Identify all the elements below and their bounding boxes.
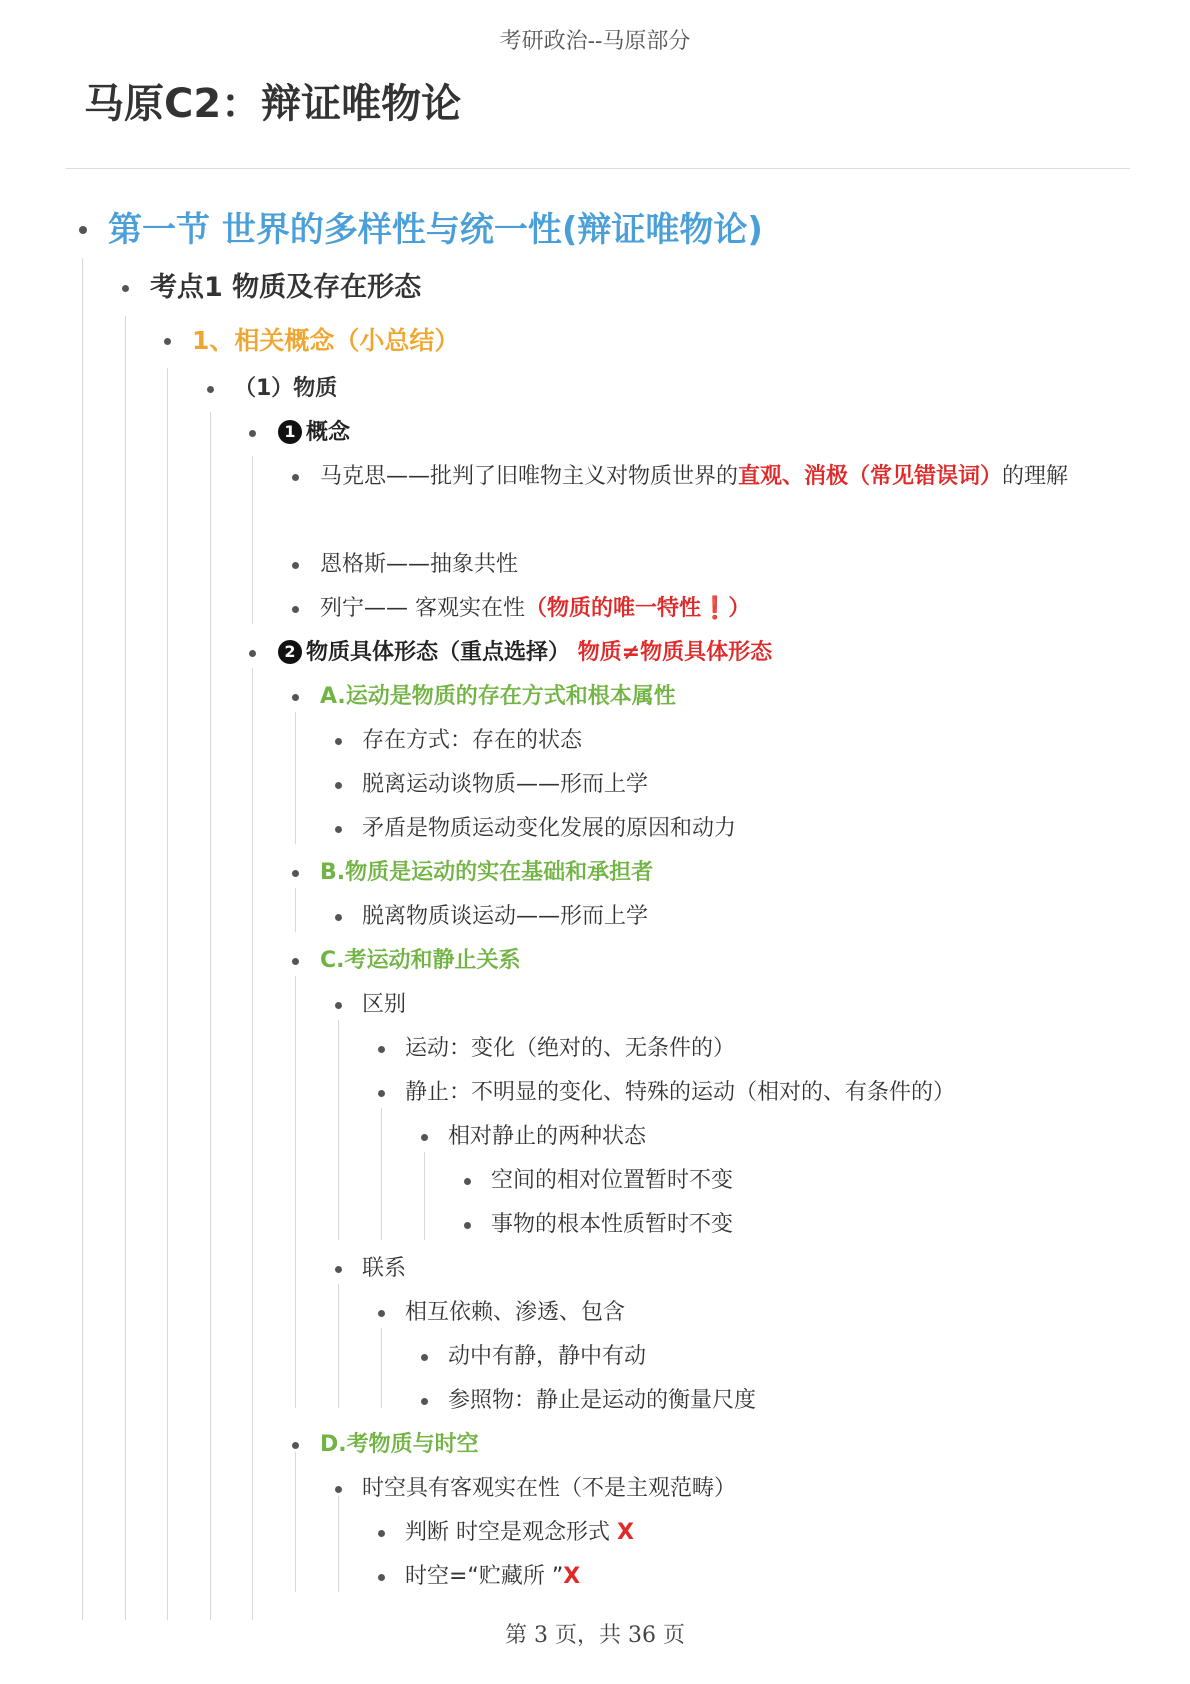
bullet-dot xyxy=(378,1090,385,1097)
marx-red: 直观、消极（常见错误词） xyxy=(738,464,1003,489)
outline-guide-objective xyxy=(338,1496,339,1592)
bullet-dot xyxy=(464,1178,471,1185)
number-badge-1: 1 xyxy=(278,420,302,444)
outline-guide-concept xyxy=(252,456,253,624)
outline-guide-A xyxy=(295,712,296,844)
page-number: 3 xyxy=(533,1623,548,1648)
bullet-dot xyxy=(79,226,87,234)
bullet-dot xyxy=(249,650,256,657)
bullet-dot xyxy=(292,562,299,569)
engels-item: 恩格斯——抽象共性 xyxy=(320,552,519,577)
C-sub: 动中有静，静中有动 xyxy=(448,1344,647,1369)
bullet-dot xyxy=(378,1574,385,1581)
footer-mid: 页，共 xyxy=(554,1623,621,1648)
bullet-dot xyxy=(335,782,342,789)
page-title: 马原C2：辩证唯物论 xyxy=(84,81,462,127)
page-header: 考研政治--马原部分 xyxy=(499,29,691,54)
D-store xyxy=(405,1559,580,1595)
section-heading: 第一节 世界的多样性与统一性(辩证唯物论) xyxy=(108,210,763,250)
concept-label: 概念 xyxy=(306,420,351,445)
footer-suffix: 页 xyxy=(663,1623,686,1648)
marx-text: 马克思——批判了旧唯物主义对物质世界的 xyxy=(320,464,739,489)
bullet-dot xyxy=(292,958,299,965)
bullet-dot xyxy=(207,386,214,393)
C-rest: 静止：不明显的变化、特殊的运动（相对的、有条件的） xyxy=(405,1080,956,1105)
wrong-mark: X xyxy=(617,1520,634,1545)
bullet-dot xyxy=(335,826,342,833)
bullet-dot xyxy=(421,1354,428,1361)
B-heading: B.物质是运动的实在基础和承担者 xyxy=(320,860,654,885)
marx-item xyxy=(320,459,1120,495)
bullet-dot xyxy=(335,738,342,745)
bullet-dot xyxy=(292,694,299,701)
bullet-dot xyxy=(378,1530,385,1537)
outline-guide-level2 xyxy=(167,368,168,1620)
lenin-red: （物质的唯一特性❗） xyxy=(525,596,751,621)
A-item: 矛盾是物质运动变化发展的原因和动力 xyxy=(362,816,737,841)
outline-guide-level1 xyxy=(125,316,126,1620)
outline-guide-relrest xyxy=(424,1152,425,1240)
D-heading: D.考物质与时空 xyxy=(320,1432,479,1457)
bullet-dot xyxy=(335,1486,342,1493)
bullet-dot xyxy=(164,338,171,345)
forms-heading xyxy=(278,635,772,671)
bullet-dot xyxy=(378,1046,385,1053)
outline-guide-forms xyxy=(252,668,253,1620)
outline-guide-mutual xyxy=(381,1328,382,1408)
bullet-dot xyxy=(122,285,129,292)
matter-heading: （1）物质 xyxy=(234,376,338,401)
bullet-dot xyxy=(464,1222,471,1229)
C-difference: 区别 xyxy=(362,992,407,1017)
A-item: 脱离运动谈物质——形而上学 xyxy=(362,772,649,797)
bullet-dot xyxy=(292,1442,299,1449)
C-mutual: 相互依赖、渗透、包含 xyxy=(405,1300,626,1325)
forms-label: 物质具体形态（重点选择） xyxy=(306,640,571,665)
bullet-dot xyxy=(335,914,342,921)
C-motion: 运动：变化（绝对的、无条件的） xyxy=(405,1036,736,1061)
D-objective: 时空具有客观实在性（不是主观范畴） xyxy=(362,1476,737,1501)
lenin-text: 列宁—— 客观实在性 xyxy=(320,596,525,621)
C-heading: C.考运动和静止关系 xyxy=(320,948,521,973)
bullet-dot xyxy=(292,606,299,613)
C-relative-rest: 相对静止的两种状态 xyxy=(448,1124,647,1149)
bullet-dot xyxy=(292,474,299,481)
outline-guide-diff xyxy=(338,1020,339,1240)
bullet-dot xyxy=(249,430,256,437)
footer-prefix: 第 xyxy=(504,1623,527,1648)
outline-guide-B xyxy=(295,888,296,932)
A-item: 存在方式：存在的状态 xyxy=(362,728,583,753)
concept-heading xyxy=(278,415,350,451)
D-judge-text: 判断 时空是观念形式 xyxy=(405,1520,617,1545)
outline-guide-C xyxy=(295,976,296,1408)
C-link: 联系 xyxy=(362,1256,407,1281)
wrong-mark: X xyxy=(563,1564,581,1589)
outline-guide-rest xyxy=(381,1108,382,1240)
bullet-dot xyxy=(421,1134,428,1141)
marx-tail: 的理解 xyxy=(1002,464,1069,489)
outline-guide-link xyxy=(338,1284,339,1408)
bullet-dot xyxy=(335,1002,342,1009)
A-heading: A.运动是物质的存在方式和根本属性 xyxy=(320,684,676,709)
C-state: 事物的根本性质暂时不变 xyxy=(491,1212,734,1237)
C-sub: 参照物：静止是运动的衡量尺度 xyxy=(448,1388,757,1413)
C-state: 空间的相对位置暂时不变 xyxy=(491,1168,734,1193)
page-footer xyxy=(0,1618,1190,1649)
bullet-dot xyxy=(421,1398,428,1405)
outline-guide-D xyxy=(295,1452,296,1592)
outline-guide-level3 xyxy=(210,412,211,1620)
number-badge-2: 2 xyxy=(278,640,302,664)
D-store-text: 时空=“贮藏所 ” xyxy=(405,1564,564,1589)
forms-red: 物质≠物质具体形态 xyxy=(577,640,773,665)
bullet-dot xyxy=(335,1266,342,1273)
bullet-dot xyxy=(292,870,299,877)
D-judge xyxy=(405,1515,634,1551)
bullet-dot xyxy=(378,1310,385,1317)
outline-guide-level0 xyxy=(82,258,83,1620)
concepts-heading: 1、相关概念（小总结） xyxy=(192,326,460,355)
title-divider xyxy=(66,168,1130,169)
kaodian-heading: 考点1 物质及存在形态 xyxy=(150,272,422,303)
page-total: 36 xyxy=(628,1623,656,1648)
B-item: 脱离物质谈运动——形而上学 xyxy=(362,904,649,929)
lenin-item xyxy=(320,591,750,627)
